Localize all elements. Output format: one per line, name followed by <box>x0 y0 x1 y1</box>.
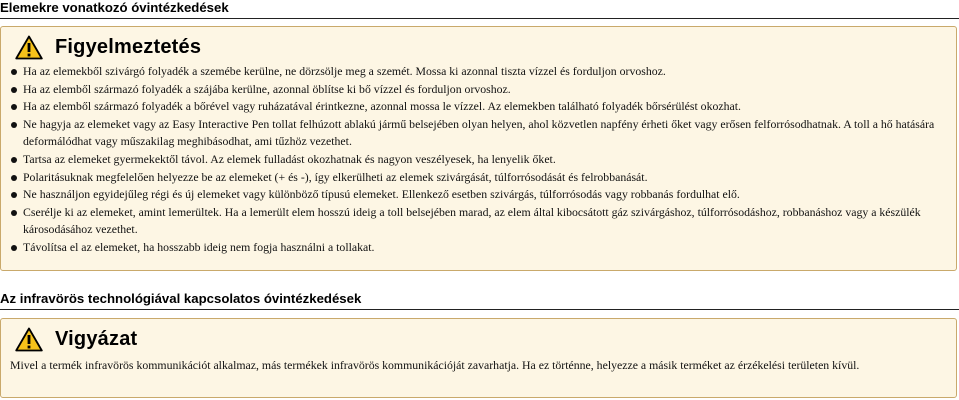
bullet-icon <box>11 245 17 251</box>
list-item: Cserélje ki az elemeket, amint lemerültek. Ha a lemerült elem hosszú ideig a toll belsejében marad, az elem által kibocsátott gáz szivárgáshoz, túlforrósodáshoz, robbanáshoz vagy a készülék károsodásához vezethet. <box>11 204 949 239</box>
list-item: Ne hagyja az elemeket vagy az Easy Interactive Pen tollat felhúzott ablakú jármű belsejében olyan helyen, ahol közvetlen napfény érheti őket vagy erősen felforrósodhatnak. A toll a hő hatására deformálódhat vagy műszakilag meghibásodhat, ami tűzhöz vezethet. <box>11 116 949 151</box>
bullet-icon <box>11 210 17 216</box>
list-item: Ha az elemekből szivárgó folyadék a szemébe kerülne, ne dörzsölje meg a szemét. Mossa ki azonnal tiszta vízzel és forduljon orvoshoz. <box>11 63 949 81</box>
bullet-icon <box>11 69 17 75</box>
warning-box-header <box>15 35 201 60</box>
warning-icon <box>15 35 43 60</box>
bullet-icon <box>11 87 17 93</box>
bullet-icon <box>11 175 17 181</box>
warning-list <box>11 63 949 257</box>
section-title-infrared: Az infravörös technológiával kapcsolatos óvintézkedések <box>0 291 362 306</box>
bullet-icon <box>11 104 17 110</box>
section-divider <box>0 18 959 19</box>
caution-title: Vigyázat <box>55 328 138 350</box>
bullet-icon <box>11 157 17 163</box>
bullet-icon <box>11 192 17 198</box>
list-item: Polaritásuknak megfelelően helyezze be az elemeket (+ és -), így elkerülheti az elemek szivárgását, túlforrósodását és felrobbanását. <box>11 169 949 187</box>
warning-box <box>0 26 957 271</box>
list-item: Ha az elemből származó folyadék a szájába kerülne, azonnal öblítse ki bő vízzel és forduljon orvoshoz. <box>11 81 949 99</box>
warning-title: Figyelmeztetés <box>55 36 202 58</box>
section-title-batteries: Elemekre vonatkozó óvintézkedések <box>0 0 229 15</box>
section-divider <box>0 309 959 310</box>
warning-icon <box>15 327 43 352</box>
list-item: Távolítsa el az elemeket, ha hosszabb ideig nem fogja használni a tollakat. <box>11 239 949 257</box>
list-item: Ha az elemből származó folyadék a bőrével vagy ruházatával érintkezne, azonnal mossa le vízzel. Az elemekben található folyadék bőrsérülést okozhat. <box>11 98 949 116</box>
list-item: Tartsa az elemeket gyermekektől távol. Az elemek fulladást okozhatnak és nagyon veszélyesek, ha lenyelik őket. <box>11 151 949 169</box>
list-item: Ne használjon egyidejűleg régi és új elemeket vagy különböző típusú elemeket. Ellenkező esetben szivárgás, túlforrósodás vagy robbanás fordulhat elő. <box>11 186 949 204</box>
caution-text: Mivel a termék infravörös kommunikációt alkalmaz, más termékek infravörös kommunikációját zavarhatja. Ha ez történne, helyezze a másik terméket az érzékelési területen kívül. <box>10 358 860 372</box>
bullet-icon <box>11 122 17 128</box>
caution-box-header <box>15 327 137 352</box>
